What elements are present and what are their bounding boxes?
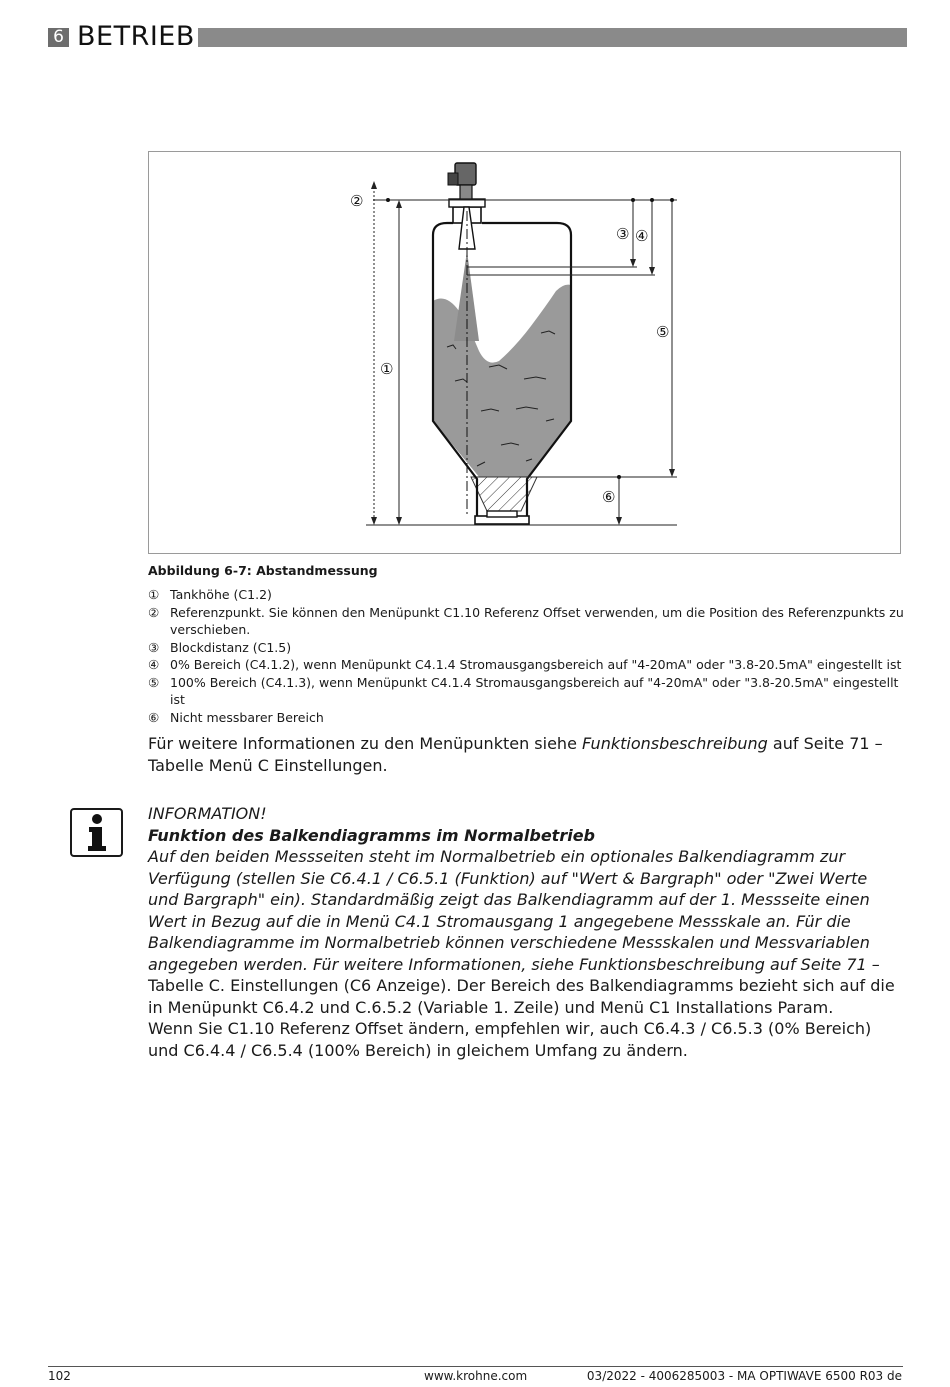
legend-item bbox=[148, 604, 908, 639]
page-number: 102 bbox=[48, 1369, 71, 1383]
legend-item bbox=[148, 709, 908, 727]
callout-3: ③ bbox=[616, 225, 630, 243]
legend-item bbox=[148, 639, 908, 657]
info-body-italic: Auf den beiden Messseiten steht im Normalbetrieb ein optionales Balkendiagramm zur Verfügung (stellen Sie C6.4.1 / C6.5.1 (Funktion) auf "Wert & Bargraph" oder "Zwei Werte und Bargraph" ein). Standardmäßig zeigt das Balkendiagramm auf der 1. Messseite einen Wert in Bezug auf die in Menü C4.1 Stromausgang 1 angegebene Messskale an. Für die Balkendiagramme im Normalbetrieb können verschiedene Messskalen und Messvariablen angegeben werden. Für weitere Informationen, siehe Funktionsbeschreibung auf Seite 71 – bbox=[148, 847, 880, 974]
callout-4: ④ bbox=[635, 227, 649, 245]
product-name: OPTIWAVE 6500 C bbox=[716, 56, 857, 74]
para-text-after: auf Seite 71 – Tabelle Menü C Einstellungen. bbox=[148, 734, 883, 775]
legend-item bbox=[148, 674, 908, 709]
chapter-number: 6 bbox=[48, 28, 69, 47]
callout-2: ② bbox=[350, 192, 364, 210]
info-subheading: Funktion des Balkendiagramms im Normalbetrieb bbox=[148, 825, 595, 845]
legend-item bbox=[148, 586, 908, 604]
footer-rule bbox=[48, 1366, 903, 1367]
legend-number: ⑥ bbox=[148, 709, 160, 725]
legend-number: ① bbox=[148, 587, 160, 602]
legend-number: ⑤ bbox=[148, 674, 160, 690]
callout-6: ⑥ bbox=[602, 488, 616, 506]
reference-paragraph bbox=[148, 733, 888, 776]
para-text-before: Für weitere Informationen zu den Menüpunkten siehe bbox=[148, 734, 582, 753]
callout-5: ⑤ bbox=[656, 323, 670, 341]
legend-text: Tankhöhe (C1.2) bbox=[170, 587, 272, 602]
legend-number: ③ bbox=[148, 639, 160, 655]
legend-text: 100% Bereich (C4.1.3), wenn Menüpunkt C4.1.4 Stromausgangsbereich auf "4-20mA" oder "3.8-20.5mA" eingestellt ist bbox=[170, 674, 899, 707]
footer-document-id: 03/2022 - 4006285003 - MA OPTIWAVE 6500 R03 de bbox=[586, 1369, 902, 1383]
info-body-2: Wenn Sie C1.10 Referenz Offset ändern, empfehlen wir, auch C6.4.3 / C6.5.3 (0% Bereich) und C6.4.4 / C6.5.4 (100% Bereich) in gleichem Umfang zu ändern. bbox=[148, 1019, 872, 1060]
header-bar bbox=[198, 28, 907, 74]
legend-item bbox=[148, 656, 908, 674]
tank-diagram bbox=[149, 152, 900, 553]
figure-caption: Abbildung 6-7: Abstandmessung bbox=[148, 563, 378, 578]
function-description-link[interactable]: Funktionsbeschreibung bbox=[582, 734, 768, 753]
callout-1: ① bbox=[380, 360, 394, 378]
chapter-title: BETRIEB bbox=[77, 21, 195, 52]
legend-text: 0% Bereich (C4.1.2), wenn Menüpunkt C4.1.4 Stromausgangsbereich auf "4-20mA" oder "3.8-20.5mA" eingestellt ist bbox=[170, 657, 902, 672]
legend-number: ④ bbox=[148, 657, 160, 672]
legend-text: Nicht messbarer Bereich bbox=[170, 709, 324, 725]
figure-legend bbox=[148, 586, 908, 726]
info-body-1: Tabelle C. Einstellungen (C6 Anzeige). Der Bereich des Balkendiagramms bezieht sich auf die in Menüpunkt C6.4.2 und C.6.5.2 (Variable 1. Zeile) und Menü C1 Installations Param. bbox=[148, 976, 895, 1017]
legend-text: Blockdistanz (C1.5) bbox=[170, 639, 292, 655]
legend-number: ② bbox=[148, 604, 160, 620]
information-block bbox=[148, 803, 900, 1061]
figure-distance-measurement bbox=[148, 151, 901, 554]
information-icon bbox=[70, 808, 123, 857]
legend-text: Referenzpunkt. Sie können den Menüpunkt C1.10 Referenz Offset verwenden, um die Position des Referenzpunkts zu verschieben. bbox=[170, 604, 904, 637]
info-heading: INFORMATION! bbox=[148, 804, 267, 823]
footer-website[interactable]: www.krohne.com bbox=[424, 1369, 528, 1383]
